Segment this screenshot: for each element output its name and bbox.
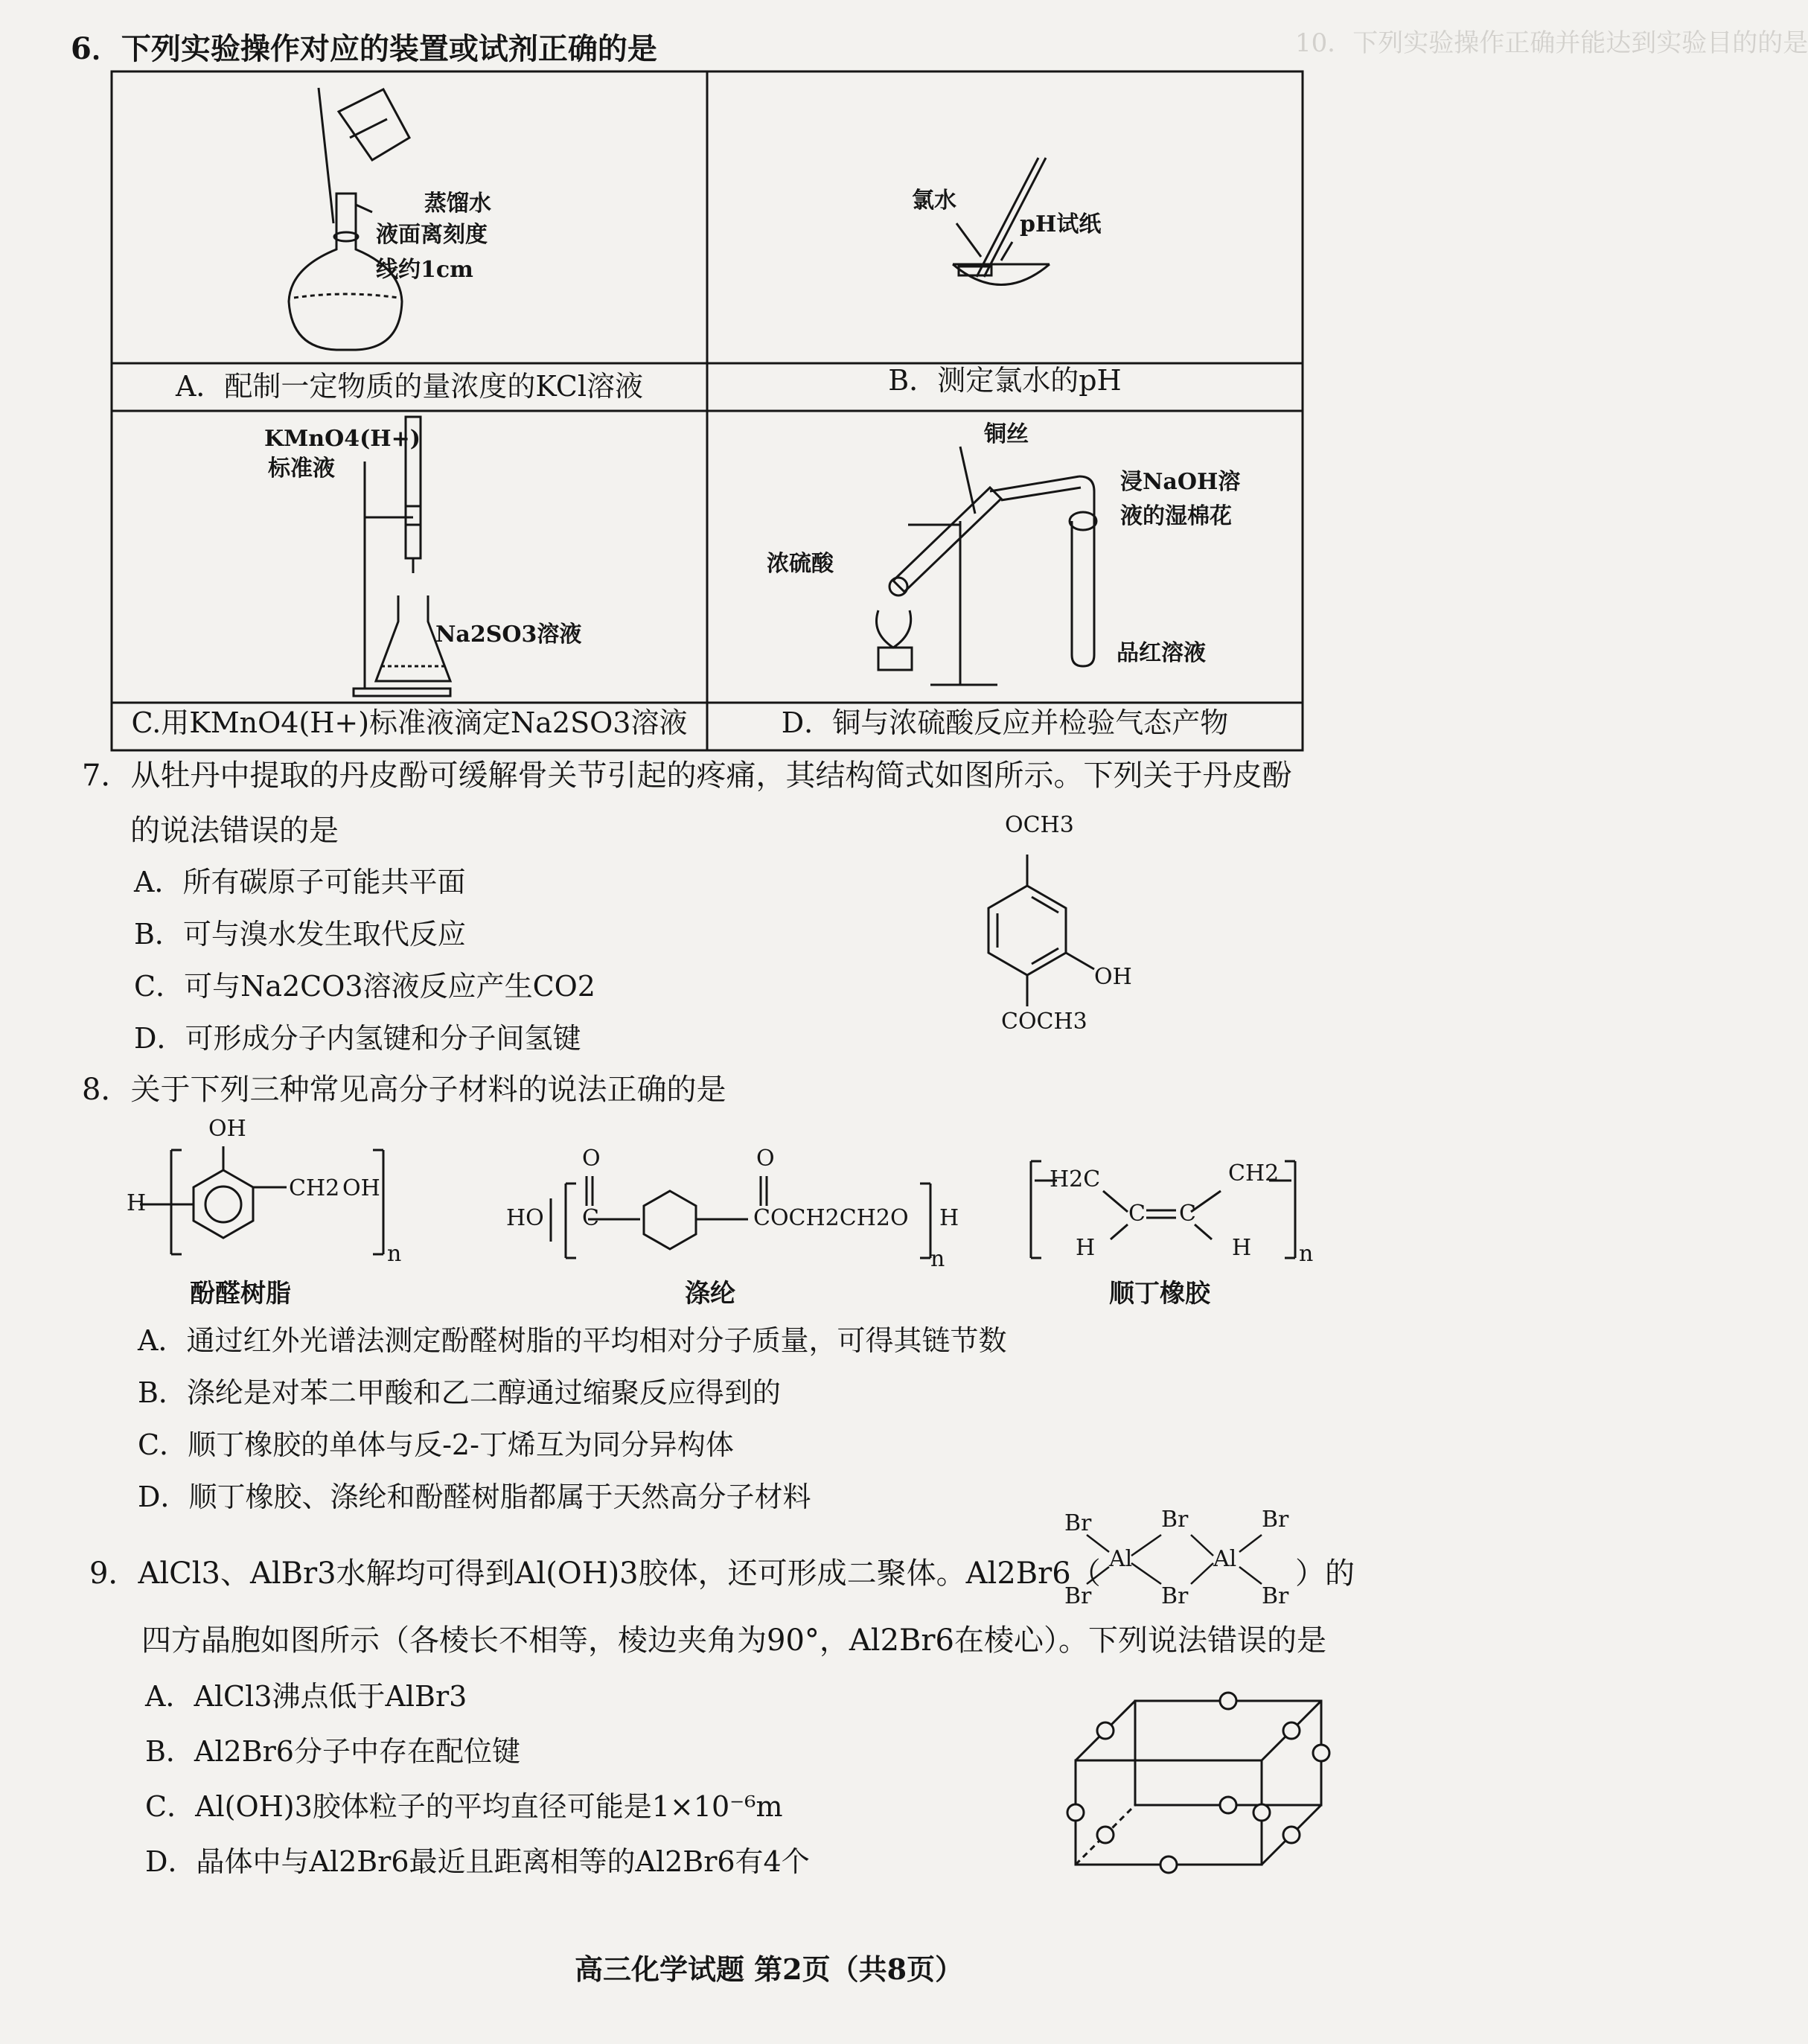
q7-option-c: C．可与Na2CO3溶液反应产生CO2: [134, 970, 595, 1003]
cell-b-label-chlorine-water: 氯水: [912, 188, 956, 214]
pet-ho: HO: [506, 1205, 544, 1231]
phenolic-ch2: CH2: [289, 1175, 340, 1201]
cell-b-label-ph-paper: pH试纸: [1020, 211, 1102, 237]
cell-c-caption: C.用KMnO4(H+)标准液滴定Na2SO3溶液: [131, 706, 688, 739]
material-rubber: 顺丁橡胶: [1109, 1279, 1210, 1309]
phenolic-n: n: [387, 1241, 402, 1267]
rubber-c-right: C: [1179, 1201, 1196, 1227]
dimer-br-4: Br: [1064, 1583, 1092, 1609]
rubber-h-right: H: [1232, 1235, 1252, 1261]
q9-stem-line1b: ）的: [1295, 1556, 1355, 1591]
pet-n: n: [930, 1246, 945, 1272]
cell-d-label-sulfuric: 浓硫酸: [767, 551, 834, 577]
rubber-h-left: H: [1076, 1235, 1096, 1261]
dimer-br-3: Br: [1262, 1507, 1289, 1533]
cell-a-caption: A．配制一定物质的量浓度的KCl溶液: [175, 370, 644, 403]
cell-d-label-copper-wire: 铜丝: [984, 421, 1029, 447]
q9-option-a: A．AlCl3沸点低于AlBr3: [145, 1680, 467, 1713]
q9-stem-line1a: 9．AlCl3、AlBr3水解均可得到Al(OH)3胶体，还可形成二聚体。Al2Br6（: [89, 1556, 1101, 1591]
pet-h: H: [939, 1205, 959, 1231]
titration-diagram: [354, 417, 450, 696]
q7-stem-line2: 的说法错误的是: [130, 814, 339, 848]
page-footer: 高三化学试题 第2页（共8页）: [574, 1952, 964, 1986]
cell-a-label-water: 蒸馏水: [424, 191, 491, 217]
q7-group-ome: OCH3: [1005, 812, 1074, 838]
pet-o-right: O: [756, 1146, 775, 1172]
cell-c-label-standard: 标准液: [268, 456, 335, 482]
cell-d-label-naoh-1: 浸NaOH溶: [1120, 469, 1241, 495]
cell-a-label-level: 液面离刻度: [376, 222, 488, 248]
q8-option-b: B．涤纶是对苯二甲酸和乙二醇通过缩聚反应得到的: [138, 1376, 781, 1409]
phenolic-oh-end: OH: [342, 1175, 380, 1201]
bleed-through: 10．下列实验操作正确并能达到实验目的的是: [1295, 28, 1808, 58]
dimer-br-2: Br: [1161, 1507, 1189, 1533]
cell-d-label-naoh-2: 液的湿棉花: [1120, 503, 1232, 529]
dimer-br-6: Br: [1262, 1583, 1289, 1609]
cell-b-caption: B．测定氯水的pH: [888, 364, 1122, 397]
q9-option-c: C．Al(OH)3胶体粒子的平均直径可能是1×10⁻⁶m: [145, 1790, 783, 1823]
q9-option-b: B．Al2Br6分子中存在配位键: [145, 1735, 520, 1768]
cell-a-label-1cm: 线约1cm: [376, 257, 473, 283]
q7-group-acetyl: COCH3: [1001, 1009, 1087, 1035]
cell-c-label-na2so3: Na2SO3溶液: [435, 622, 582, 648]
cell-c-label-kmno4: KMnO4(H+): [264, 426, 421, 452]
q7-option-b: B．可与溴水发生取代反应: [134, 918, 466, 951]
cell-d-label-magenta: 品红溶液: [1117, 640, 1206, 666]
q8-option-c: C．顺丁橡胶的单体与反-2-丁烯互为同分异构体: [138, 1428, 734, 1461]
cell-d-caption: D．铜与浓硫酸反应并检验气态产物: [781, 706, 1229, 739]
q9-stem-line2: 四方晶胞如图所示（各棱长不相等，棱边夹角为90°，Al2Br6在棱心）。下列说法错误的是: [141, 1623, 1326, 1658]
pet-ester: COCH2CH2O: [753, 1205, 909, 1231]
material-phenolic: 酚醛树脂: [190, 1279, 291, 1309]
copper-sulfuric-diagram: [877, 447, 1097, 685]
dimer-al-1: Al: [1109, 1546, 1133, 1572]
pet-c: C: [582, 1205, 599, 1231]
material-pet: 涤纶: [685, 1279, 735, 1309]
rubber-h2c: H2C: [1050, 1166, 1101, 1192]
q7-option-d: D．可形成分子内氢键和分子间氢键: [134, 1022, 581, 1055]
dimer-al-2: Al: [1213, 1546, 1237, 1572]
q7-group-oh: OH: [1094, 964, 1132, 990]
dimer-br-5: Br: [1161, 1583, 1189, 1609]
q7-stem-line1: 7．从牡丹中提取的丹皮酚可缓解骨关节引起的疼痛，其结构简式如图所示。下列关于丹皮酚: [82, 758, 1292, 793]
q7-option-a: A．所有碳原子可能共平面: [134, 866, 466, 898]
q8-option-a: A．通过红外光谱法测定酚醛树脂的平均相对分子质量，可得其链节数: [138, 1324, 1007, 1357]
phenolic-oh-top: OH: [208, 1116, 246, 1142]
rubber-n: n: [1299, 1241, 1314, 1267]
dimer-br-1: Br: [1064, 1510, 1092, 1536]
q6-stem: 6．下列实验操作对应的装置或试剂正确的是: [71, 31, 657, 66]
unit-cell-sites: [1067, 1693, 1329, 1873]
rubber-c-left: C: [1128, 1201, 1146, 1227]
q8-stem: 8．关于下列三种常见高分子材料的说法正确的是: [82, 1073, 726, 1107]
phenolic-h-left: H: [127, 1190, 147, 1216]
volumetric-flask-diagram: [289, 88, 409, 350]
q8-option-d: D．顺丁橡胶、涤纶和酚醛树脂都属于天然高分子材料: [138, 1481, 811, 1513]
pet-o-left: O: [582, 1146, 601, 1172]
paeonol-structure: [988, 855, 1094, 1006]
q9-option-d: D．晶体中与Al2Br6最近且距离相等的Al2Br6有4个: [145, 1845, 810, 1878]
rubber-ch2: CH2: [1228, 1160, 1280, 1187]
